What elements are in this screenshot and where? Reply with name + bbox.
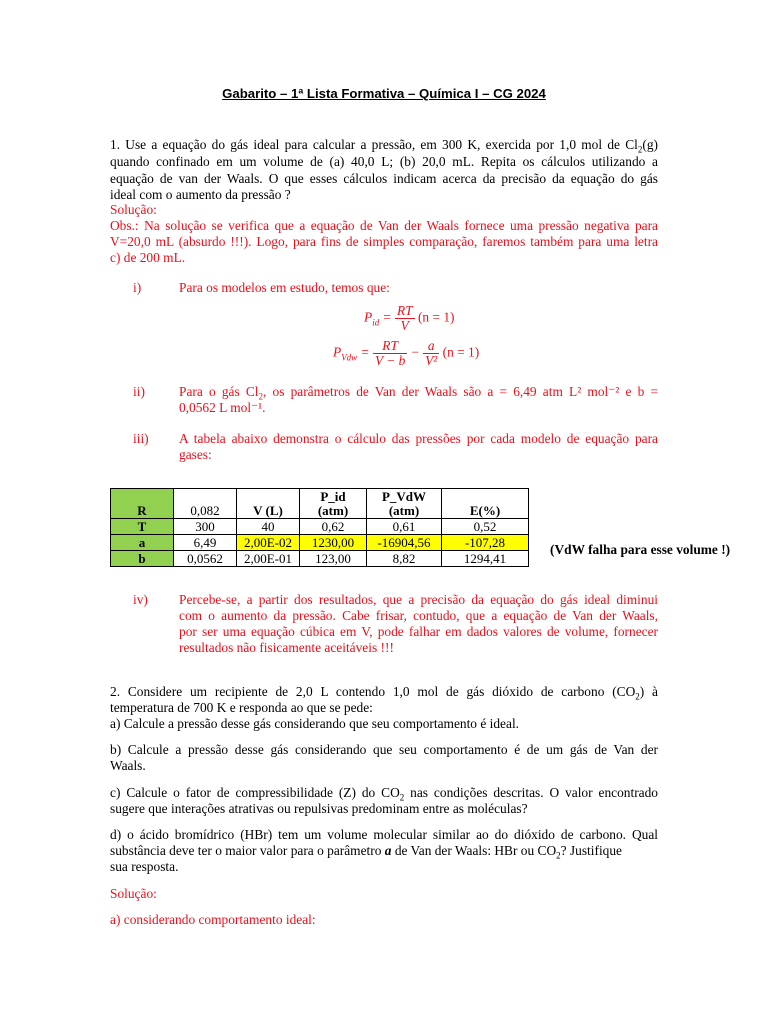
table-cell: 6,49	[174, 535, 237, 551]
q2-solution-label: Solução:	[110, 886, 157, 901]
q2-part-b-line-1: b) Calcule a pressão desse gás considerando que seu comportamento é de um gás de Van der	[110, 742, 658, 757]
table-cell-highlighted: 2,00E-02	[237, 535, 300, 551]
table-header-error: E(%)	[442, 489, 529, 519]
q2-line-1: 2. Considere um recipiente de 2,0 L contendo 1,0 mol de gás dióxido de carbono $(CO_2)$ à	[110, 684, 658, 702]
table-cell: 2,00E-01	[237, 551, 300, 567]
table-cell: 0,62	[300, 519, 367, 535]
equation-ideal-gas: $P_{id}$ = $\frac{RT}{V}$ (n = 1)	[364, 303, 455, 333]
q1-line-2: quando confinado em um volume de (a) 40,0 L; (b) 20,0 mL. Repita os cálculos utilizando a	[110, 154, 658, 169]
table-cell: 300	[174, 519, 237, 535]
item-iv-line-1: Percebe-se, a partir dos resultados, que a precisão da equação do gás ideal diminui	[179, 592, 658, 607]
item-ii-label: ii)	[133, 384, 145, 399]
q1-obs-line-3: c) de 200 mL.	[110, 250, 186, 265]
table-row	[111, 551, 529, 567]
table-cell-label: b	[111, 551, 174, 567]
table-note: (VdW falha para esse volume !)	[550, 542, 731, 557]
table-cell: 0,61	[367, 519, 442, 535]
q1-obs-line-2: V=20,0 mL (absurdo !!!). Logo, para fins de simples comparação, faremos também para uma letra	[110, 234, 658, 249]
q2-part-a: a) Calcule a pressão desse gás considerando que seu comportamento é ideal.	[110, 716, 520, 731]
table-row	[111, 535, 529, 551]
q1-line-3: equação de van der Waals. O que esses cálculos indicam acerca da precisão da equação do gás	[110, 171, 658, 186]
table-header-p-vdw: P_VdW (atm)	[367, 489, 442, 519]
table-cell-label: T	[111, 519, 174, 535]
table-cell: 40	[237, 519, 300, 535]
item-i-text: Para os modelos em estudo, temos que:	[179, 280, 390, 295]
q1-solution-label: Solução:	[110, 202, 157, 217]
q2-part-c-line-2: sugere que interações atrativas ou repulsivas predominam entre as moléculas?	[110, 801, 528, 816]
table-cell: 8,82	[367, 551, 442, 567]
item-i-label: i)	[133, 280, 142, 295]
table-cell: 123,00	[300, 551, 367, 567]
table-cell-highlighted: 1230,00	[300, 535, 367, 551]
item-iv-line-4: resultados não fisicamente aceitáveis !!!	[179, 640, 394, 655]
item-iii-line-1: A tabela abaixo demonstra o cálculo das pressões por cada modelo de equação para	[179, 431, 658, 446]
table-cell: 0,0562	[174, 551, 237, 567]
item-iv-line-3: por ser uma equação cúbica em V, pode falhar em dados valores de volume, fornecer	[179, 624, 658, 639]
q2-part-b-line-2: Waals.	[110, 758, 146, 773]
page-title: Gabarito – 1ª Lista Formativa – Química I – CG 2024	[222, 86, 546, 101]
item-ii-line-2: 0,0562 L mol⁻¹.	[179, 400, 266, 415]
item-iii-label: iii)	[133, 431, 149, 446]
item-iv-line-2: com o aumento da pressão. Cabe frisar, contudo, que a equação de Van der Waals,	[179, 608, 658, 623]
q1-line-1: 1. Use a equação do gás ideal para calcular a pressão, em 300 K, exercida por 1,0 mol de $Cl_2(g)$	[110, 137, 658, 155]
q2-part-d-line-2: substância deve ter o maior valor para o parâmetro a de Van der Waals: HBr ou $CO_2$? Justifique	[110, 843, 623, 861]
table-cell-highlighted: -107,28	[442, 535, 529, 551]
table-header-p-id: P_id (atm)	[300, 489, 367, 519]
table-header-r: R	[111, 489, 174, 519]
q2-solution-a: a) considerando comportamento ideal:	[110, 912, 316, 927]
table-cell-label: a	[111, 535, 174, 551]
pressure-table	[110, 488, 529, 567]
table-cell-highlighted: -16904,56	[367, 535, 442, 551]
item-iv-label: iv)	[133, 592, 148, 607]
q2-part-d-line-3: sua resposta.	[110, 859, 179, 874]
table-header-volume: V (L)	[237, 489, 300, 519]
table-cell: 1294,41	[442, 551, 529, 567]
q2-part-d-line-1: d) o ácido bromídrico (HBr) tem um volume molecular similar ao do dióxido de carbono. Qual	[110, 827, 658, 842]
item-ii-line-1: Para o gás $Cl_2$, os parâmetros de Van der Waals são a = 6,49 atm L² mol⁻² e b =	[179, 384, 658, 402]
table-row	[111, 519, 529, 535]
q1-line-4: ideal com o aumento da pressão ?	[110, 187, 291, 202]
q2-line-2: temperatura de 700 K e responda ao que se pede:	[110, 700, 373, 715]
equation-van-der-waals: $P_{Vdw}$ = $\frac{RT}{V - b}$ − $\frac{a}{\text{V²}}$ (n = 1)	[333, 338, 480, 368]
item-iii-line-2: gases:	[179, 447, 212, 462]
q2-part-c-line-1: c) Calcule o fator de compressibilidade (Z) do $CO_2$ nas condições descritas. O valor encontrado	[110, 785, 658, 803]
q1-obs-line-1: Obs.: Na solução se verifica que a equação de Van der Waals fornece uma pressão negativa para	[110, 218, 658, 233]
table-cell: 0,52	[442, 519, 529, 535]
table-header-r-value: 0,082	[174, 489, 237, 519]
